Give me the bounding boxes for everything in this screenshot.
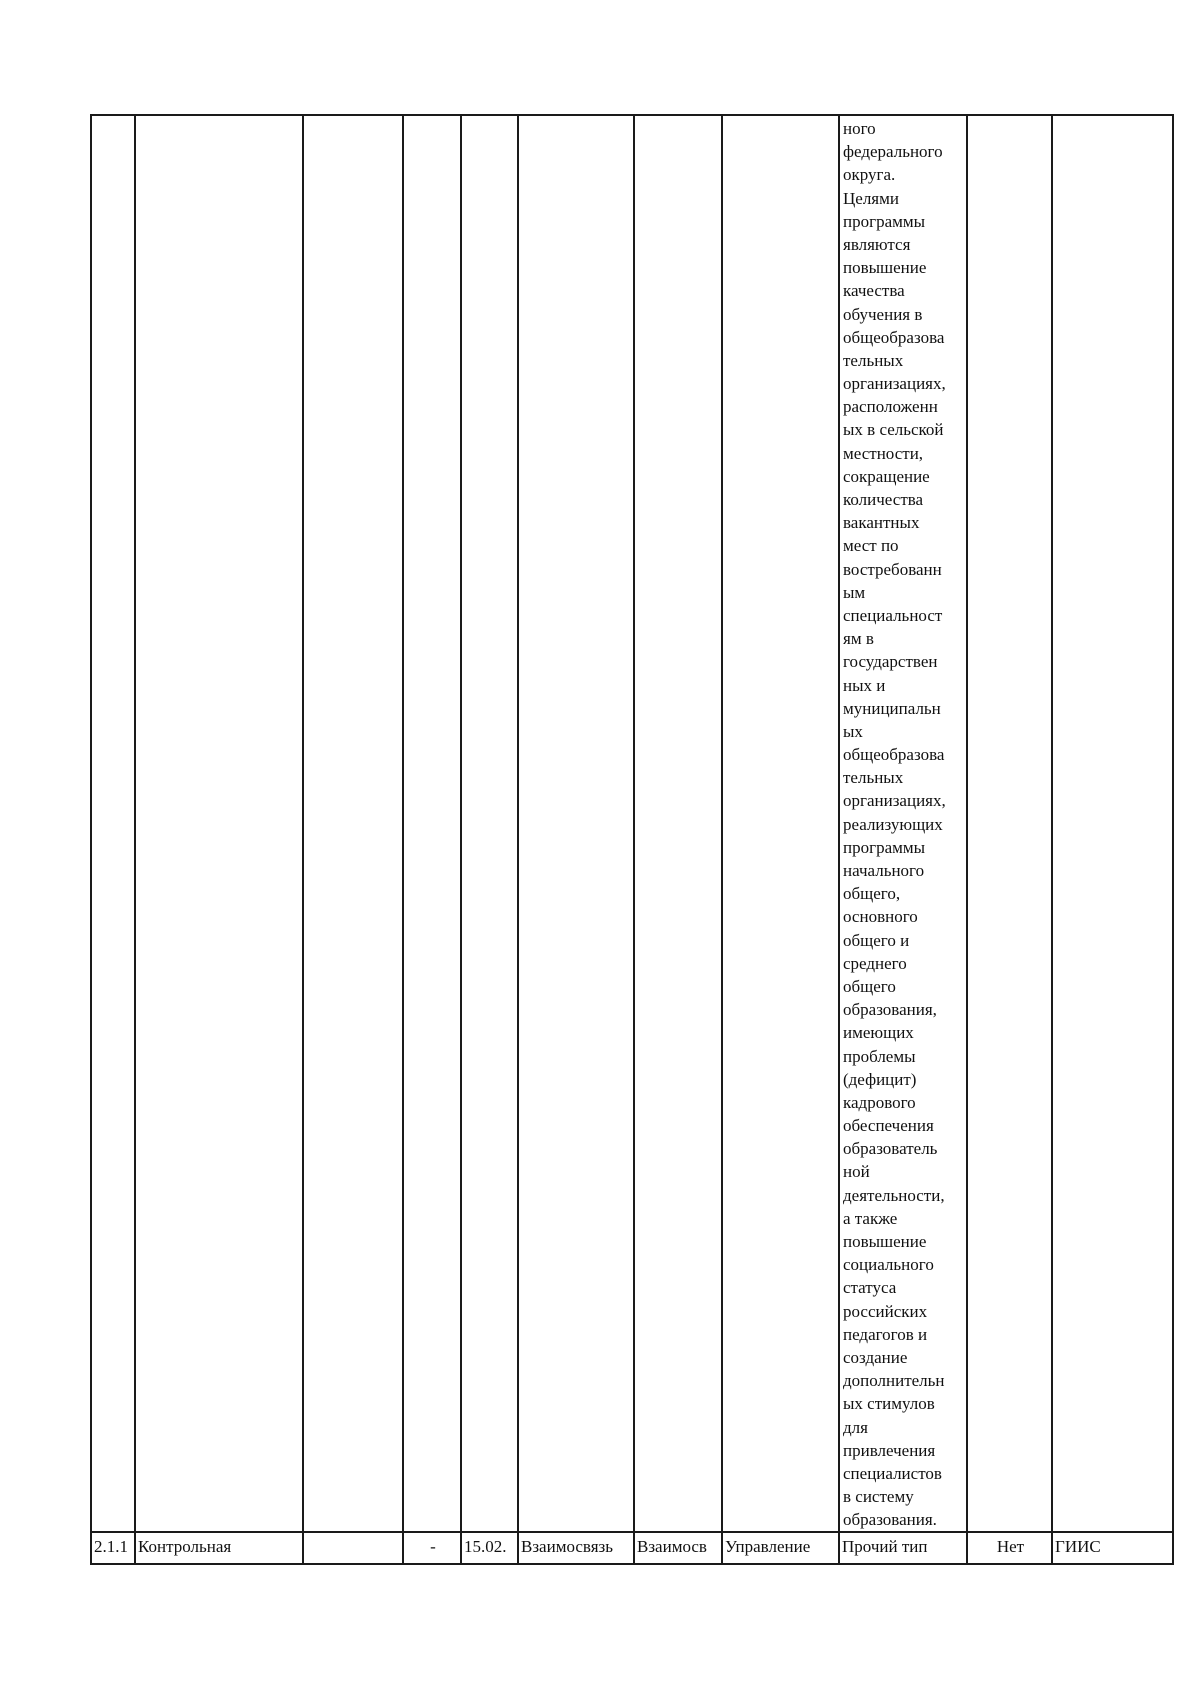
cell-col9: Прочий тип bbox=[839, 1532, 967, 1564]
description-line: общего и bbox=[843, 930, 910, 950]
description-line: Целями bbox=[843, 188, 899, 208]
cell-num bbox=[91, 115, 135, 1532]
description-line: основного bbox=[843, 907, 918, 927]
description-line: являются bbox=[843, 234, 911, 254]
table-row bbox=[91, 1532, 1173, 1564]
description-line: имеющих bbox=[843, 1023, 914, 1043]
cell-name bbox=[135, 115, 303, 1532]
cell-date bbox=[461, 115, 518, 1532]
description-line: программы bbox=[843, 211, 926, 231]
description-line: ям в bbox=[843, 629, 874, 649]
cell-col10 bbox=[967, 115, 1052, 1532]
cell-col8: Управление bbox=[722, 1532, 839, 1564]
description-line: среднего bbox=[843, 953, 907, 973]
description-line: реализующих bbox=[843, 814, 943, 834]
cell-col6: Взаимосвязь bbox=[518, 1532, 634, 1564]
table-row-continuation bbox=[91, 115, 1173, 1532]
cell-col4 bbox=[403, 115, 461, 1532]
description-line: федерального bbox=[843, 142, 943, 162]
description-line: а также bbox=[843, 1208, 898, 1228]
description-line: общего bbox=[843, 976, 896, 996]
description-line: местности, bbox=[843, 443, 924, 463]
description-line: для bbox=[843, 1417, 868, 1437]
description-line: вакантных bbox=[843, 513, 920, 533]
description-line: сокращение bbox=[843, 466, 930, 486]
description-line: обеспечения bbox=[843, 1116, 934, 1136]
description-line: образования. bbox=[843, 1510, 937, 1530]
description-line: повышение bbox=[843, 1232, 927, 1251]
description-line: организациях, bbox=[843, 374, 946, 394]
description-line: ной bbox=[843, 1162, 870, 1182]
description-line: обучения в bbox=[843, 304, 923, 324]
description-line: дополнительн bbox=[843, 1371, 945, 1391]
description-line: образования, bbox=[843, 1000, 937, 1020]
description-line: программы bbox=[843, 837, 926, 857]
description-line: кадрового bbox=[843, 1092, 916, 1112]
description-line: ных и bbox=[843, 675, 886, 695]
description-line: общего, bbox=[843, 884, 901, 904]
cell-num: 2.1.1 bbox=[91, 1532, 135, 1564]
cell-col4: - bbox=[403, 1532, 461, 1564]
cell-col6 bbox=[518, 115, 634, 1532]
description-line: округа. bbox=[843, 165, 896, 185]
description-line: российских bbox=[843, 1301, 928, 1321]
description-line: количества bbox=[843, 490, 924, 509]
description-line: ых стимулов bbox=[843, 1394, 935, 1414]
description-line: (дефицит) bbox=[843, 1069, 917, 1089]
cell-col7 bbox=[634, 115, 722, 1532]
description-line: расположенн bbox=[843, 397, 938, 417]
description-line: тельных bbox=[843, 768, 904, 788]
cell-col7: Взаимосв bbox=[634, 1532, 722, 1564]
description-line: специалистов bbox=[843, 1463, 942, 1483]
description-line: специальност bbox=[843, 605, 943, 625]
description-line: тельных bbox=[843, 350, 904, 370]
description-line: общеобразова bbox=[843, 327, 945, 347]
description-line: организациях, bbox=[843, 791, 946, 811]
description-line: ым bbox=[843, 582, 866, 602]
cell-col11: ГИИС bbox=[1052, 1532, 1173, 1564]
cell-name: Контрольная bbox=[135, 1532, 303, 1564]
description-line: статуса bbox=[843, 1278, 897, 1298]
cell-col11 bbox=[1052, 115, 1173, 1532]
description-line: в систему bbox=[843, 1487, 914, 1507]
cell-description bbox=[839, 115, 967, 1532]
description-line: качества bbox=[843, 281, 905, 301]
description-line: создание bbox=[843, 1347, 908, 1367]
description-line: государствен bbox=[843, 652, 938, 672]
description-line: деятельности, bbox=[843, 1185, 945, 1205]
cell-col8 bbox=[722, 115, 839, 1532]
registry-table bbox=[90, 114, 1174, 1565]
description-line: ых в сельской bbox=[843, 420, 944, 440]
description-line: проблемы bbox=[843, 1046, 916, 1066]
description-line: начального bbox=[843, 861, 925, 880]
cell-col10: Нет bbox=[967, 1532, 1052, 1564]
cell-date: 15.02. bbox=[461, 1532, 518, 1564]
description-line: мест по bbox=[843, 536, 899, 556]
description-line: ых bbox=[843, 721, 863, 741]
description-line: педагогов и bbox=[843, 1324, 928, 1344]
description-line: образователь bbox=[843, 1139, 938, 1159]
description-line: привлечения bbox=[843, 1440, 936, 1460]
description-line: повышение bbox=[843, 258, 927, 278]
description-line: муниципальн bbox=[843, 698, 941, 718]
cell-col3 bbox=[303, 1532, 403, 1564]
description-line: социального bbox=[843, 1255, 934, 1275]
cell-col3 bbox=[303, 115, 403, 1532]
description-line: востребованн bbox=[843, 559, 942, 579]
description-line: общеобразова bbox=[843, 745, 945, 765]
description-line: ного bbox=[843, 119, 876, 138]
